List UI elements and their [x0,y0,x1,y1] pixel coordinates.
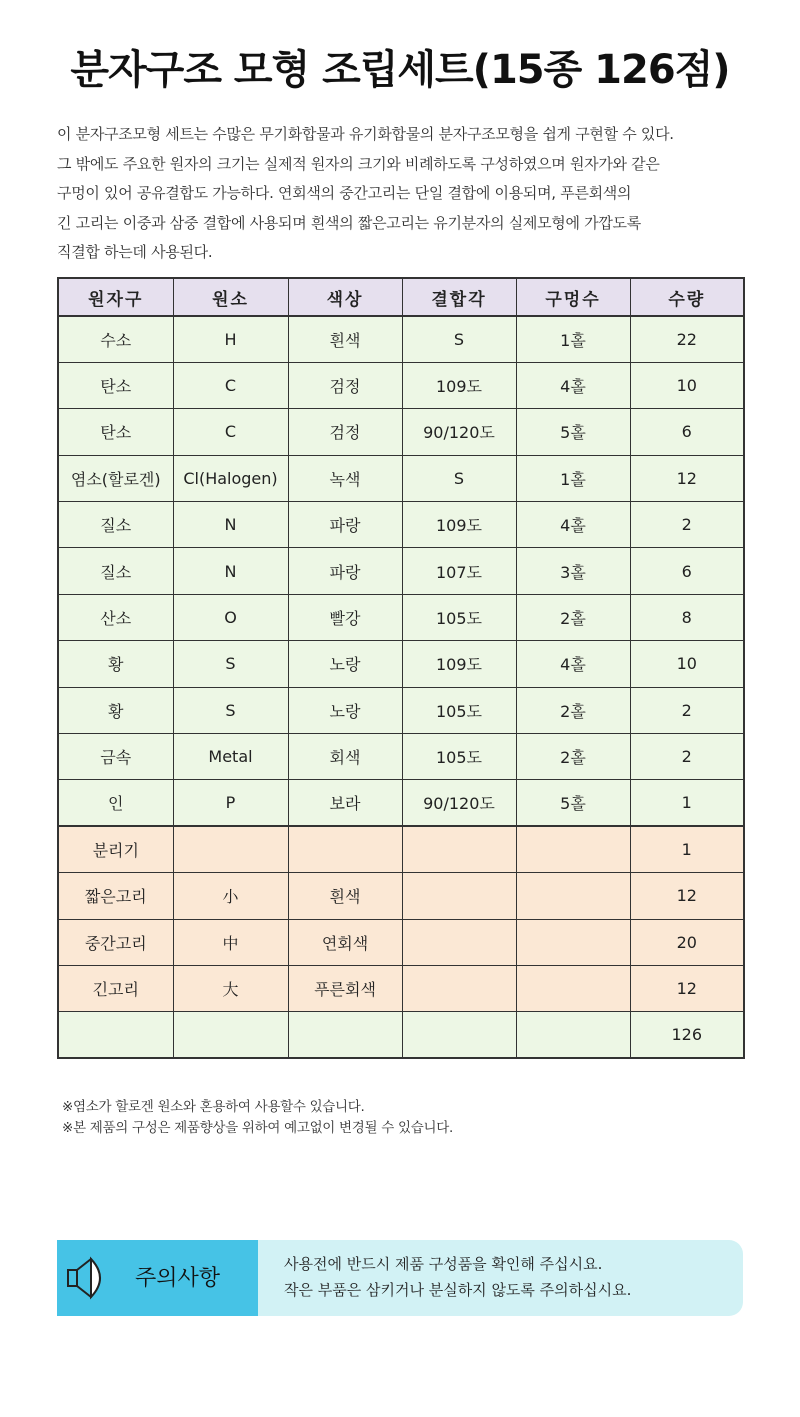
table-body [58,316,744,1058]
cell-element [173,826,288,872]
cell-bond-angle: 105도 [402,687,516,733]
intro-line: 구멍이 있어 공유결합도 가능하다. 연회색의 중간고리는 단일 결합에 이용되며, 푸른회색의 [57,184,632,202]
cell-element: 小 [173,873,288,919]
cell-element: 中 [173,919,288,965]
cell-holes [516,919,630,965]
cell-atom: 탄소 [58,409,173,455]
cell-holes: 2홀 [516,594,630,640]
intro-line: 그 밖에도 주요한 원자의 크기는 실제적 원자의 크기와 비례하도록 구성하였으며 원자가와 같은 [57,154,660,173]
table-row [58,826,744,872]
table-row [58,548,744,594]
cell-color: 노랑 [288,687,402,733]
cell-color: 빨강 [288,594,402,640]
cell-atom: 산소 [58,594,173,640]
cell-holes: 4홀 [516,362,630,408]
cell-color: 흰색 [288,873,402,919]
cell-bond-angle: 107도 [402,548,516,594]
table-row [58,687,744,733]
cell-bond-angle: S [402,455,516,501]
table-row [58,734,744,780]
cell-quantity: 1 [630,826,744,872]
speaker-icon [65,1253,115,1303]
intro-line: 긴 고리는 이중과 삼중 결합에 사용되며 흰색의 짧은고리는 유기분자의 실제모형에 가깝도록 [57,213,641,232]
cell-quantity: 12 [630,455,744,501]
cell-color: 연회색 [288,919,402,965]
intro-line: 직결합 하는데 사용된다. [57,243,213,261]
cell-atom: 중간고리 [58,919,173,965]
header-color: 색상 [288,278,402,316]
cell-color: 보라 [288,780,402,826]
table-row [58,780,744,826]
header-atom: 원자구 [58,278,173,316]
cell-atom: 염소(할로겐) [58,455,173,501]
cell-holes: 1홀 [516,316,630,362]
cell-holes: 1홀 [516,455,630,501]
cell-atom: 긴고리 [58,965,173,1011]
notes [62,1097,453,1139]
cell-element: N [173,502,288,548]
cell-atom: 황 [58,641,173,687]
cell-holes: 4홀 [516,502,630,548]
table-row [58,641,744,687]
caution-header [57,1240,258,1316]
cell-element [173,1012,288,1058]
caution-text [284,1251,631,1303]
cell-color: 흰색 [288,316,402,362]
cell-bond-angle [402,919,516,965]
table-row [58,1012,744,1058]
note-line: ※염소가 할로겐 원소와 혼용하여 사용할수 있습니다. [62,1099,365,1115]
cell-quantity: 8 [630,594,744,640]
cell-bond-angle [402,1012,516,1058]
cell-element: S [173,687,288,733]
cell-element: O [173,594,288,640]
cell-element: C [173,409,288,455]
cell-color [288,826,402,872]
caution-line: 작은 부품은 삼키거나 분실하지 않도록 주의하십시요. [284,1281,632,1299]
cell-element: C [173,362,288,408]
table-row [58,965,744,1011]
cell-atom: 분리기 [58,826,173,872]
cell-quantity: 22 [630,316,744,362]
cell-bond-angle: 109도 [402,362,516,408]
cell-holes: 4홀 [516,641,630,687]
components-table [57,277,745,1059]
header-quantity: 수량 [630,278,744,316]
cell-color: 검정 [288,409,402,455]
table-row [58,316,744,362]
cell-color: 회색 [288,734,402,780]
cell-color [288,1012,402,1058]
intro-line: 이 분자구조모형 세트는 수많은 무기화합물과 유기화합물의 분자구조모형을 쉽게 구현할 수 있다. [57,125,674,143]
caution-banner [57,1240,743,1316]
header-bond-angle: 결합각 [402,278,516,316]
cell-bond-angle: 90/120도 [402,409,516,455]
cell-atom: 수소 [58,316,173,362]
table-header-row [58,278,744,316]
cell-quantity: 2 [630,687,744,733]
intro-paragraph [57,120,747,268]
table-row [58,409,744,455]
cell-quantity: 10 [630,641,744,687]
header-holes: 구멍수 [516,278,630,316]
cell-atom: 질소 [58,502,173,548]
cell-element: N [173,548,288,594]
cell-atom: 금속 [58,734,173,780]
cell-bond-angle: 105도 [402,594,516,640]
cell-quantity: 20 [630,919,744,965]
cell-quantity: 6 [630,548,744,594]
cell-atom [58,1012,173,1058]
cell-quantity: 10 [630,362,744,408]
cell-element: Cl(Halogen) [173,455,288,501]
cell-quantity: 2 [630,734,744,780]
cell-bond-angle [402,965,516,1011]
cell-quantity: 12 [630,873,744,919]
cell-quantity: 126 [630,1012,744,1058]
cell-atom: 황 [58,687,173,733]
cell-atom: 짧은고리 [58,873,173,919]
cell-element: Metal [173,734,288,780]
cell-holes: 2홀 [516,734,630,780]
cell-color: 파랑 [288,502,402,548]
cell-quantity: 6 [630,409,744,455]
cell-bond-angle [402,826,516,872]
cell-holes: 2홀 [516,687,630,733]
cell-holes: 3홀 [516,548,630,594]
table-row [58,362,744,408]
caution-title: 주의사항 [135,1266,221,1291]
cell-atom: 질소 [58,548,173,594]
cell-element: 大 [173,965,288,1011]
cell-quantity: 1 [630,780,744,826]
cell-color: 녹색 [288,455,402,501]
page-title: 분자구조 모형 조립세트(15종 126점) [70,47,730,93]
table-row [58,502,744,548]
cell-color: 노랑 [288,641,402,687]
cell-bond-angle [402,873,516,919]
cell-quantity: 2 [630,502,744,548]
cell-color: 검정 [288,362,402,408]
cell-element: P [173,780,288,826]
cell-bond-angle: 105도 [402,734,516,780]
cell-holes [516,873,630,919]
note-line: ※본 제품의 구성은 제품향상을 위하여 예고없이 변경될 수 있습니다. [62,1120,453,1136]
cell-quantity: 12 [630,965,744,1011]
cell-color: 푸른회색 [288,965,402,1011]
table-row [58,873,744,919]
caution-line: 사용전에 반드시 제품 구성품을 확인해 주십시요. [284,1255,603,1273]
table-row [58,919,744,965]
cell-holes [516,1012,630,1058]
cell-bond-angle: S [402,316,516,362]
cell-bond-angle: 90/120도 [402,780,516,826]
cell-holes [516,826,630,872]
header-element: 원소 [173,278,288,316]
cell-element: S [173,641,288,687]
cell-atom: 탄소 [58,362,173,408]
cell-element: H [173,316,288,362]
cell-bond-angle: 109도 [402,641,516,687]
table-row [58,455,744,501]
cell-color: 파랑 [288,548,402,594]
cell-holes [516,965,630,1011]
cell-holes: 5홀 [516,780,630,826]
cell-holes: 5홀 [516,409,630,455]
cell-atom: 인 [58,780,173,826]
table-row [58,594,744,640]
cell-bond-angle: 109도 [402,502,516,548]
